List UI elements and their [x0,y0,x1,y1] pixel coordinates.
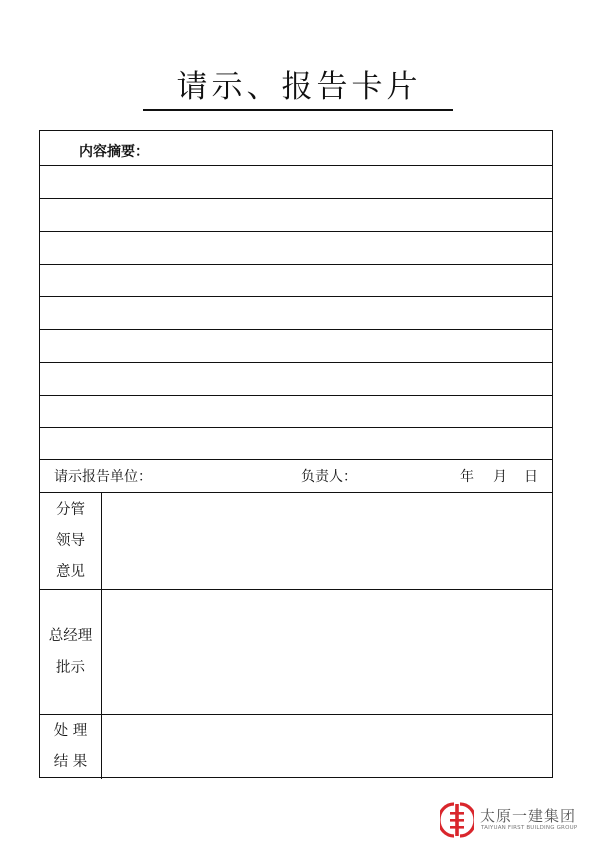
gm-label-line: 批示 [56,660,85,676]
report-unit-label: 请示报告单位： [54,469,152,485]
summary-header-row [40,131,552,166]
company-logo-icon [440,801,474,839]
day-label: 日 [524,469,538,485]
leader-label-line: 分管 [56,501,85,518]
summary-line[interactable] [40,265,552,297]
summary-line[interactable] [40,166,552,199]
responsible-label: 负责人： [301,469,357,485]
month-label: 月 [493,469,507,485]
gm-instruction-label [40,590,102,714]
summary-label: 内容摘要： [79,144,149,160]
year-label: 年 [460,469,474,485]
summary-line[interactable] [40,232,552,265]
company-logo [440,801,592,841]
gm-instruction-row [40,590,552,715]
report-card-form [39,130,553,778]
leader-label-line: 领导 [56,532,85,549]
leader-opinion-row [40,493,552,590]
summary-line[interactable] [40,199,552,232]
handling-result-label [40,715,102,779]
summary-line[interactable] [40,428,552,460]
leader-opinion-label [40,493,102,589]
leader-label-line: 意见 [56,563,85,580]
company-name-cn: 太原一建集团 [480,807,577,825]
report-unit-row [40,460,552,493]
summary-line[interactable] [40,330,552,363]
summary-line[interactable] [40,297,552,330]
page-title: 请示、报告卡片 [176,69,422,105]
result-label-line: 处 理 [53,723,88,739]
handling-result-row [40,715,552,779]
title-underline [143,109,453,111]
result-label-line: 结 果 [53,754,88,770]
summary-line[interactable] [40,396,552,428]
company-name-en: TAIYUAN FIRST BUILDING GROUP [481,825,578,831]
gm-label-line: 总经理 [48,628,93,644]
summary-line[interactable] [40,363,552,396]
